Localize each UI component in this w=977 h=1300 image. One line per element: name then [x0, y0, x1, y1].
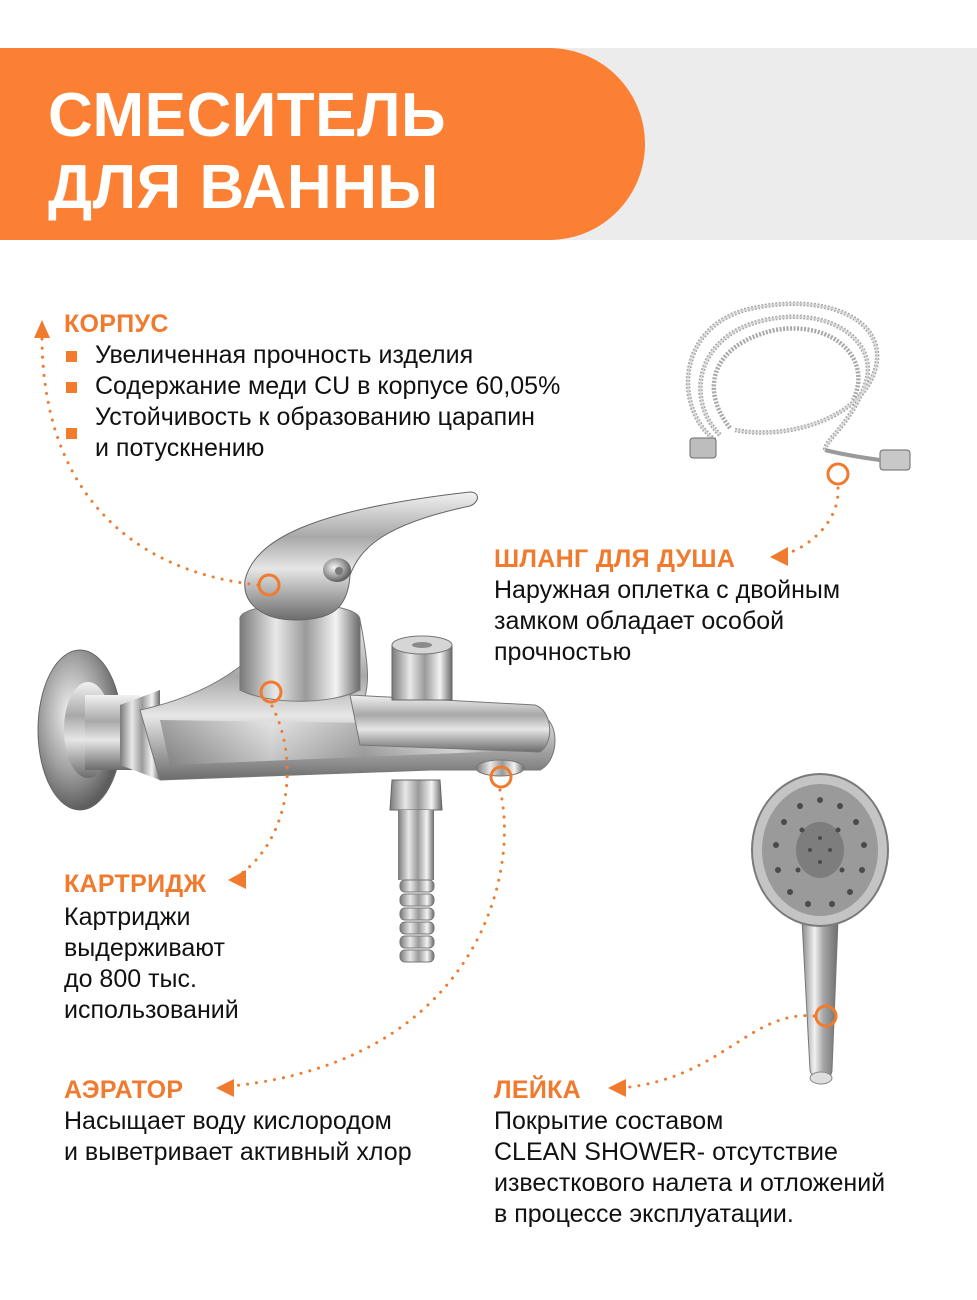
- aerator-description: [64, 1106, 412, 1168]
- hose-label: ШЛАНГ ДЛЯ ДУША: [494, 545, 736, 573]
- page-title-line-1: СМЕСИТЕЛЬ: [48, 81, 447, 150]
- shower-head-description-line: CLEAN SHOWER- отсутствие: [494, 1138, 838, 1166]
- aerator-arrowhead-icon: [216, 1079, 234, 1097]
- aerator-description-line: и выветривает активный хлор: [64, 1138, 412, 1166]
- shower-head-image: [740, 770, 890, 1090]
- aerator-description-line: Насыщает воду кислородом: [64, 1107, 392, 1135]
- shower-head-description-line: Покрытие составом: [494, 1107, 724, 1135]
- bath-faucet-image: [30, 480, 570, 980]
- korpus-item: Содержание меди CU в корпусе 60,05%: [64, 371, 560, 402]
- hose-arrowhead-icon: [770, 547, 788, 566]
- aerator-label: АЭРАТОР: [64, 1076, 184, 1104]
- cartridge-label: КАРТРИДЖ: [64, 870, 207, 898]
- cartridge-description-line: выдерживают: [64, 934, 225, 962]
- korpus-item-line: и потускнению: [95, 434, 265, 462]
- shower-head-description: [494, 1106, 885, 1230]
- page-title-line-2: ДЛЯ ВАННЫ: [48, 153, 439, 222]
- hose-description-line: Наружная оплетка с двойным: [494, 576, 841, 604]
- page-title: [48, 80, 446, 224]
- shower-head-description-line: известкового налета и отложений: [494, 1169, 886, 1197]
- hose-description-line: прочностью: [494, 638, 632, 666]
- cartridge-description-line: до 800 тыс.: [64, 965, 197, 993]
- hose-description-line: замком обладает особой: [494, 607, 785, 635]
- cartridge-description-line: Картриджи: [64, 903, 191, 931]
- shower-hose-image: [675, 290, 920, 475]
- korpus-item: [64, 402, 560, 464]
- korpus-list: [64, 340, 560, 464]
- korpus-label: КОРПУС: [64, 310, 169, 338]
- hose-leader-line: [782, 488, 838, 555]
- cartridge-description-line: использований: [64, 996, 239, 1024]
- shower-head-description-line: в процессе эксплуатации.: [494, 1200, 794, 1228]
- korpus-item-line: Устойчивость к образованию царапин: [95, 403, 535, 431]
- shower-head-label: ЛЕЙКА: [494, 1076, 581, 1104]
- korpus-item: Увеличенная прочность изделия: [64, 340, 560, 371]
- shower-head-arrowhead-icon: [608, 1079, 626, 1097]
- korpus-arrowhead-icon: [34, 320, 50, 338]
